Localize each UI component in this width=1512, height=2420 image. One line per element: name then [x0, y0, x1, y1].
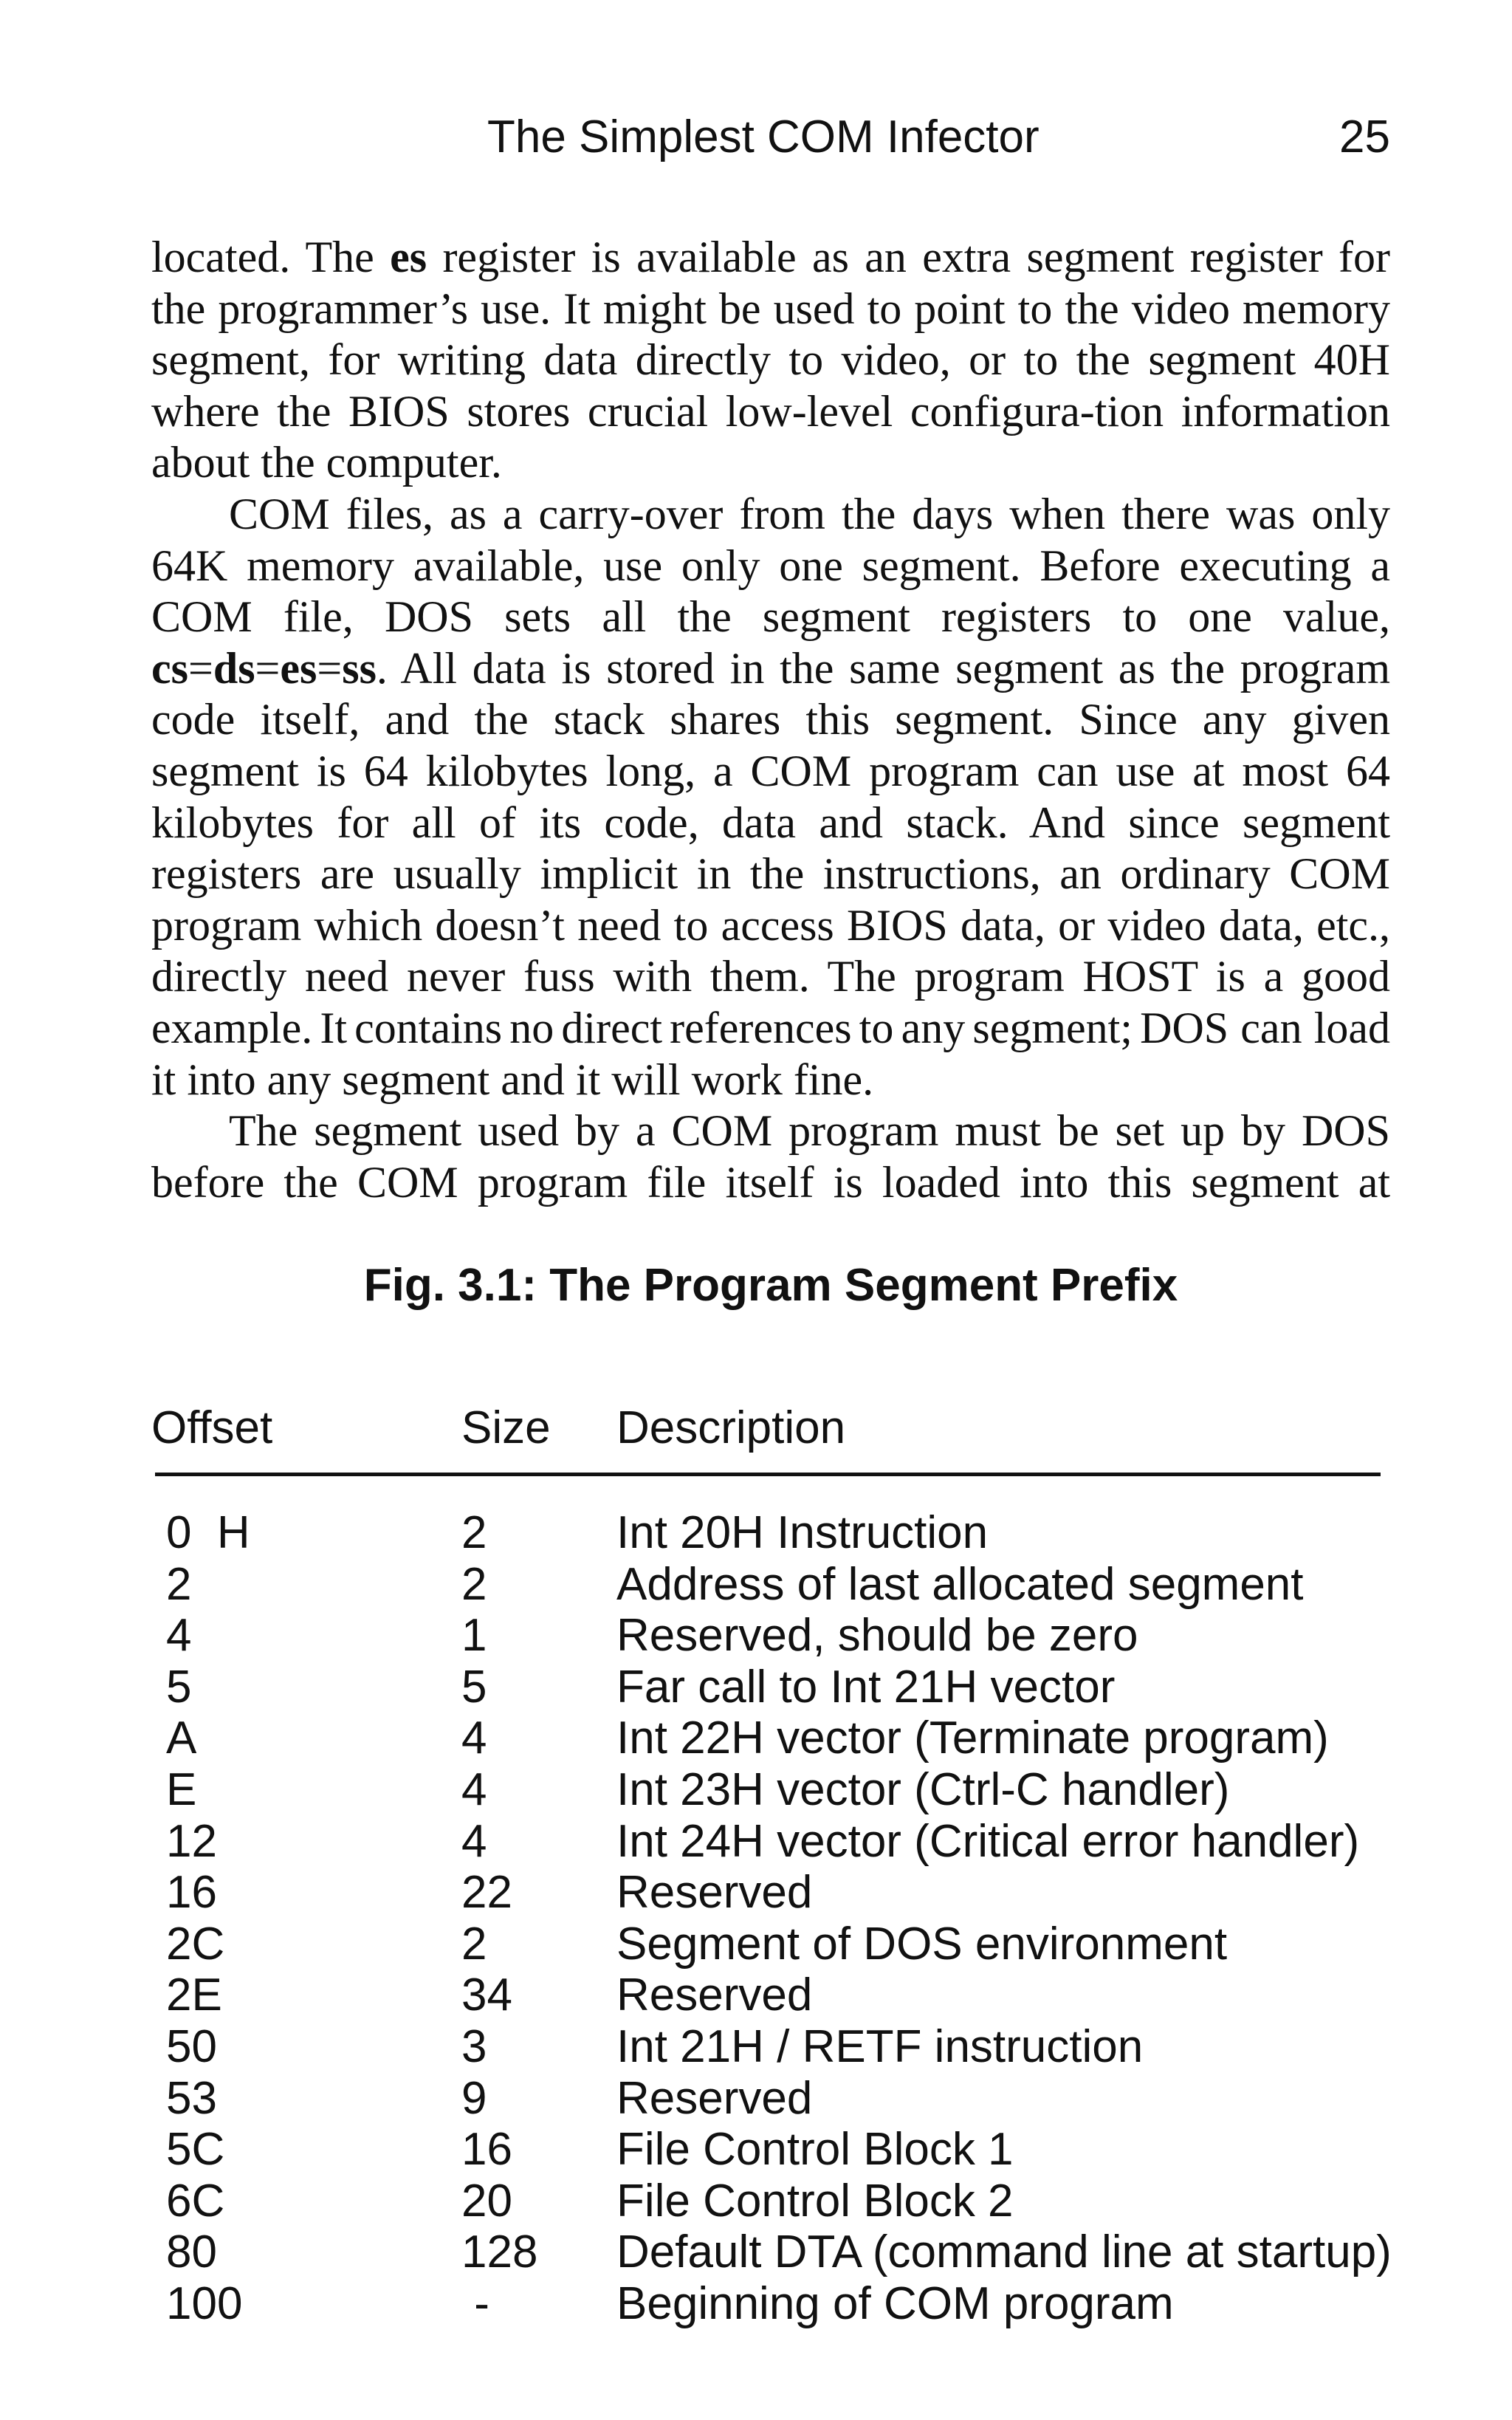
offset-cell: 2: [166, 1558, 192, 1610]
description-cell: Int 20H Instruction: [616, 1507, 989, 1558]
table-row: [151, 1609, 1451, 1661]
chapter-title: The Simplest COM Infector: [487, 112, 1040, 162]
description-cell: Far call to Int 21H vector: [616, 1661, 1116, 1713]
description-cell: Reserved: [616, 2072, 813, 2124]
paragraph-1-text-a: located. The: [151, 233, 391, 281]
table-row: [151, 1661, 1451, 1713]
offset-cell: 80: [166, 2227, 217, 2278]
size-cell: 5: [461, 1661, 487, 1713]
size-cell: 22: [461, 1867, 512, 1919]
paragraph-1: [151, 232, 1390, 489]
description-cell: Int 24H vector (Critical error handler): [616, 1815, 1360, 1867]
psp-table-body: [151, 1506, 1451, 2329]
size-cell: 2: [461, 1558, 487, 1610]
description-cell: File Control Block 2: [616, 2175, 1014, 2227]
psp-table-header: [151, 1402, 1451, 1455]
description-cell: Int 23H vector (Ctrl-C handler): [616, 1763, 1230, 1815]
description-cell: Beginning of COM program: [616, 2277, 1174, 2329]
es-register-term: es: [280, 643, 317, 693]
paragraph-2-text-b: . All data is stored in the same segment as the program code itself, and the stack shares this segment. Since any given segment is 64 kilobytes long, a COM program can use at most 64 kilobytes for all of its code, data and stack. And since segment registers are usually implicit in the instructions, an ordinary COM program which doesn’t need to access BIOS data, or video data, etc., directly need never fuss with them. The program HOST is a: [151, 643, 1390, 1001]
description-cell: Int 22H vector (Terminate program): [616, 1713, 1329, 1764]
equals-sign: =: [255, 643, 281, 693]
size-cell: 34: [461, 1970, 512, 2021]
description-cell: Reserved: [616, 1970, 813, 2021]
table-row: [151, 2020, 1451, 2072]
table-header-row: [151, 1402, 1451, 1455]
size-cell: 2: [461, 1507, 487, 1558]
size-cell: 4: [461, 1713, 487, 1764]
size-cell: 16: [461, 2124, 512, 2176]
paragraph-3: The segment used by a COM program must be set up by DOS before the COM program file itself is loaded into this segment at: [151, 1106, 1390, 1207]
size-cell: 128: [461, 2227, 538, 2278]
offset-cell: 100: [166, 2277, 243, 2329]
offset-cell: 53: [166, 2072, 217, 2124]
ss-register-term: ss: [342, 643, 377, 693]
offset-cell: A: [166, 1713, 197, 1764]
offset-cell: 5C: [166, 2124, 225, 2176]
table-row: [151, 2072, 1451, 2124]
description-cell: Reserved, should be zero: [616, 1610, 1138, 1662]
table-row: [151, 2277, 1451, 2329]
table-row: [151, 1918, 1451, 1970]
paragraph-2-text-a: COM files, as a carry-over from the days when there was only 64K memory available, use only one segment. Before executing a COM file, DOS sets all the segment registers to one value,: [151, 489, 1390, 642]
offset-cell: 6C: [166, 2175, 225, 2227]
table-row: [151, 1558, 1451, 1610]
offset-cell: 50: [166, 2020, 217, 2072]
description-cell: Address of last allocated segment: [616, 1558, 1304, 1610]
table-row: [151, 2123, 1451, 2175]
paragraph-2-text-d: can load it into any segment and it will work fine.: [151, 1003, 1391, 1104]
table-header-rule: [155, 1473, 1381, 1476]
table-row: [151, 2175, 1451, 2227]
offset-cell: 12: [166, 1815, 217, 1867]
description-cell: Default DTA (command line at startup): [616, 2227, 1392, 2278]
table-row: [151, 1763, 1451, 1815]
table-row: [151, 1712, 1451, 1763]
table-row: [151, 1866, 1451, 1918]
equals-sign: =: [317, 643, 343, 693]
size-cell: 20: [461, 2175, 512, 2227]
table-row: [151, 1506, 1451, 1558]
offset-cell: 0 H: [166, 1507, 250, 1558]
running-header: [151, 111, 1390, 170]
size-cell: 4: [461, 1815, 487, 1867]
description-column-header: Description: [616, 1402, 846, 1453]
description-cell: Segment of DOS environment: [616, 1918, 1228, 1970]
table-row: [151, 2226, 1451, 2277]
offset-cell: E: [166, 1763, 197, 1815]
es-register-term: es: [390, 233, 427, 281]
cs-register-term: cs: [151, 643, 188, 693]
paragraph-2: [151, 489, 1390, 1106]
table-row: [151, 1815, 1451, 1867]
body-text: [151, 232, 1390, 1208]
description-cell: File Control Block 1: [616, 2124, 1014, 2176]
size-cell: 4: [461, 1763, 487, 1815]
ds-register-term: ds: [213, 643, 255, 693]
page-number: 25: [1339, 112, 1390, 162]
size-cell: 1: [461, 1610, 487, 1662]
paragraph-1-text-b: register is available as an extra segment register for the programmer’s use. It might be used to point to the video memory segment, for writing data directly to video, or to the segment 40H where the BIOS stores crucial low-level configura-tion information about the computer.: [151, 233, 1391, 487]
size-cell: 3: [461, 2020, 487, 2072]
size-cell: 9: [461, 2072, 487, 2124]
offset-column-header: Offset: [151, 1402, 273, 1453]
figure-caption: Fig. 3.1: The Program Segment Prefix: [363, 1260, 1178, 1311]
equals-sign: =: [188, 643, 213, 693]
offset-cell: 5: [166, 1661, 192, 1713]
size-column-header: Size: [461, 1402, 551, 1453]
size-cell: -: [461, 2277, 489, 2329]
description-cell: Reserved: [616, 1867, 813, 1919]
paragraph-2-text-c: good example. It contains no direct references to any segment; DOS: [151, 952, 1390, 1052]
size-cell: 2: [461, 1918, 487, 1970]
description-cell: Int 21H / RETF instruction: [616, 2020, 1144, 2072]
offset-cell: 2E: [166, 1970, 222, 2021]
offset-cell: 16: [166, 1867, 217, 1919]
table-row: [151, 1969, 1451, 2020]
offset-cell: 4: [166, 1610, 192, 1662]
offset-cell: 2C: [166, 1918, 225, 1970]
